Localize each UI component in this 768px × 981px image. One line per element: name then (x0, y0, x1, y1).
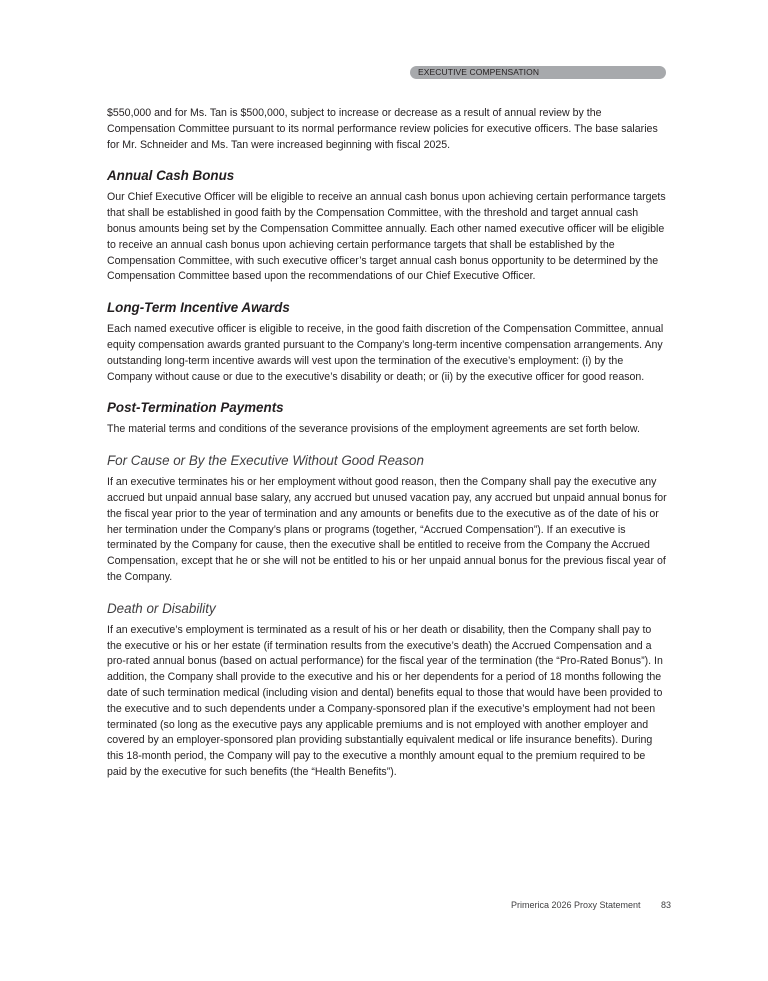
heading-long-term-incentive-awards: Long-Term Incentive Awards (107, 300, 290, 316)
section-label: EXECUTIVE COMPENSATION (418, 67, 540, 77)
long-term-incentive-paragraph: Each named executive officer is eligible to receive, in the good faith discretion of the Compensation Committee, annual equity compensation awards granted pursuant to the Company’s long-term incentive compensation arrangements. Any outstanding long-term incentive awards will vest upon the termination of the executive’s employment: (i) by the Company without cause or due to the executive’s disability or death; or (ii) by the executive officer for good reason. (107, 323, 664, 383)
for-cause-paragraph: If an executive terminates his or her employment without good reason, then the Company shall pay the executive any accrued but unpaid annual base salary, any accrued but unused vacation pay, any accrued but unpaid annual bonus for the fiscal year prior to the year of termination and any amounts or benefits due to the executive as of the date of his or her termination under the Company’s plans or programs (together, “Accrued Compensation”). If an executive is terminated by the Company for cause, then the executive shall be entitled to receive from the Company the Accrued Compensation, except that he or she will not be entitled to his or her unpaid annual bonus for the previous fiscal year of the Company. (107, 476, 667, 583)
post-termination-paragraph: The material terms and conditions of the severance provisions of the employment agreements are set forth below. (107, 423, 640, 436)
page-number: 83 (661, 900, 672, 910)
page-content (107, 106, 667, 781)
subheading-for-cause: For Cause or By the Executive Without Good Reason (107, 453, 424, 469)
heading-annual-cash-bonus: Annual Cash Bonus (107, 168, 235, 184)
section-header-bar (410, 66, 666, 79)
heading-post-termination-payments: Post-Termination Payments (107, 400, 284, 416)
annual-cash-bonus-paragraph: Our Chief Executive Officer will be eligible to receive an annual cash bonus upon achieving certain performance targets that shall be established in good faith by the Compensation Committee, with the threshold and target annual cash bonus amounts being set by the Compensation Committee annually. Each other named executive officer will be eligible to receive an annual cash bonus upon achieving certain performance targets that shall be established by the Compensation Committee, with such executive officer’s target annual cash bonus opportunity to be determined by the Compensation Committee based upon the recommendations of our Chief Executive Officer. (107, 191, 666, 283)
subheading-death-or-disability: Death or Disability (107, 600, 216, 616)
intro-paragraph: $550,000 and for Ms. Tan is $500,000, subject to increase or decrease as a result of annual review by the Compensation Committee pursuant to its normal performance review policies for executive officers. The base salaries for Mr. Schneider and Ms. Tan were increased beginning with fiscal 2025. (107, 107, 658, 151)
death-or-disability-paragraph: If an executive’s employment is terminated as a result of his or her death or disability, then the Company shall pay to the executive or his or her estate (if termination results from the executive’s death) the Accrued Compensation and a pro-rated annual bonus (based on actual performance) for the fiscal year of the termination (the “Pro-Rated Bonus”). In addition, the Company shall provide to the executive and his or her dependents for a period of 18 months following the date of such termination medical (including vision and dental) benefits equal to those that would have been provided to the executive and to such dependents under a Company-sponsored plan if the executive’s employment had not been terminated (so long as the executive pays any applicable premiums and is not employed with another employer and covered by an employer-sponsored plan providing substantially equivalent medical or life insurance benefits). During this 18-month period, the Company will pay to the executive a monthly amount equal to the premium required to be paid by the executive for such benefits (the “Health Benefits”). (107, 623, 663, 778)
footer-document-title: Primerica 2026 Proxy Statement (511, 900, 641, 910)
